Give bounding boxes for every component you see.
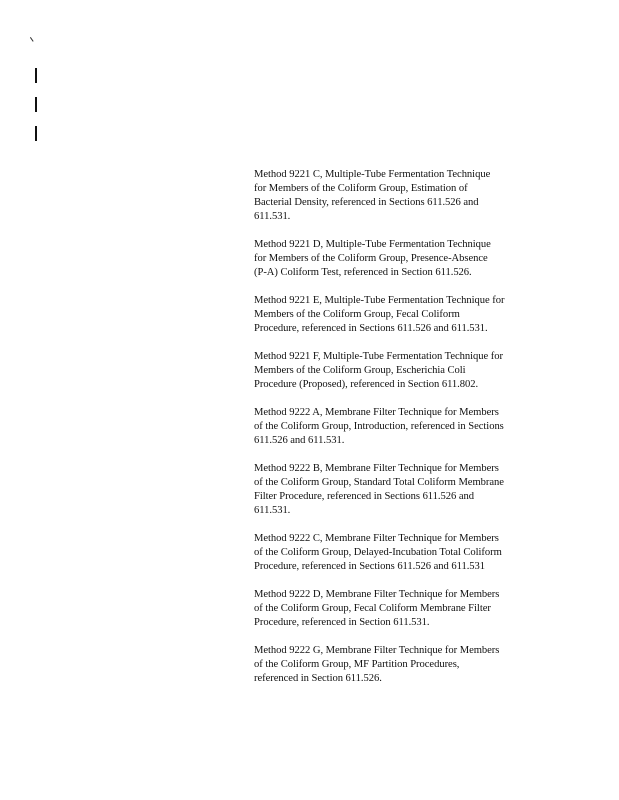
method-entry (254, 294, 554, 336)
method-entry-line: (P-A) Coliform Test, referenced in Section 611.526. (254, 267, 472, 278)
method-entry-line: Procedure, referenced in Sections 611.526 and 611.531. (254, 323, 488, 334)
method-entry-line: Method 9221 C, Multiple-Tube Fermentation Technique (254, 169, 491, 180)
method-entry (254, 350, 554, 392)
method-entry-line: Method 9222 G, Membrane Filter Technique for Members (254, 645, 500, 656)
method-entry (254, 532, 554, 574)
method-entry-line: of the Coliform Group, Fecal Coliform Membrane Filter (254, 603, 491, 614)
method-entry (254, 238, 554, 280)
method-entry-line: Procedure (Proposed), referenced in Section 611.802. (254, 379, 479, 390)
method-entry-line: for Members of the Coliform Group, Estimation of (254, 183, 468, 194)
method-entry (254, 644, 554, 686)
change-bar (35, 97, 37, 112)
method-entry-line: Members of the Coliform Group, Escherichia Coli (254, 365, 466, 376)
method-entry-line: for Members of the Coliform Group, Presence-Absence (254, 253, 488, 264)
method-entry-line: Method 9222 B, Membrane Filter Technique for Members (254, 463, 499, 474)
change-bar (35, 68, 37, 83)
method-entry-line: Method 9222 D, Membrane Filter Technique for Members (254, 589, 500, 600)
method-entry (254, 588, 554, 630)
method-entry-line: Bacterial Density, referenced in Sections 611.526 and (254, 197, 479, 208)
method-entry-line: 611.531. (254, 505, 291, 516)
method-reference-list (254, 168, 554, 700)
method-entry-line: of the Coliform Group, MF Partition Procedures, (254, 659, 460, 670)
method-entry (254, 462, 554, 518)
method-entry-line: Method 9221 E, Multiple-Tube Fermentation Technique for (254, 295, 505, 306)
method-entry-line: referenced in Section 611.526. (254, 673, 382, 684)
scan-mark (30, 35, 36, 41)
method-entry-line: Procedure, referenced in Section 611.531. (254, 617, 430, 628)
method-entry-line: 611.526 and 611.531. (254, 435, 345, 446)
method-entry-line: Method 9222 A, Membrane Filter Technique for Members (254, 407, 499, 418)
method-entry-line: of the Coliform Group, Standard Total Coliform Membrane (254, 477, 504, 488)
method-entry-line: of the Coliform Group, Introduction, referenced in Sections (254, 421, 504, 432)
method-entry-line: Method 9221 F, Multiple-Tube Fermentation Technique for (254, 351, 504, 362)
method-entry-line: Members of the Coliform Group, Fecal Coliform (254, 309, 460, 320)
method-entry-line: Method 9221 D, Multiple-Tube Fermentation Technique (254, 239, 491, 250)
method-entry-line: Filter Procedure, referenced in Sections 611.526 and (254, 491, 474, 502)
method-entry-line: Method 9222 C, Membrane Filter Technique for Members (254, 533, 499, 544)
method-entry (254, 168, 554, 224)
method-entry-line: Procedure, referenced in Sections 611.526 and 611.531 (254, 561, 486, 572)
method-entry-line: of the Coliform Group, Delayed-Incubation Total Coliform (254, 547, 502, 558)
change-bar (35, 126, 37, 141)
method-entry (254, 406, 554, 448)
method-entry-line: 611.531. (254, 211, 291, 222)
